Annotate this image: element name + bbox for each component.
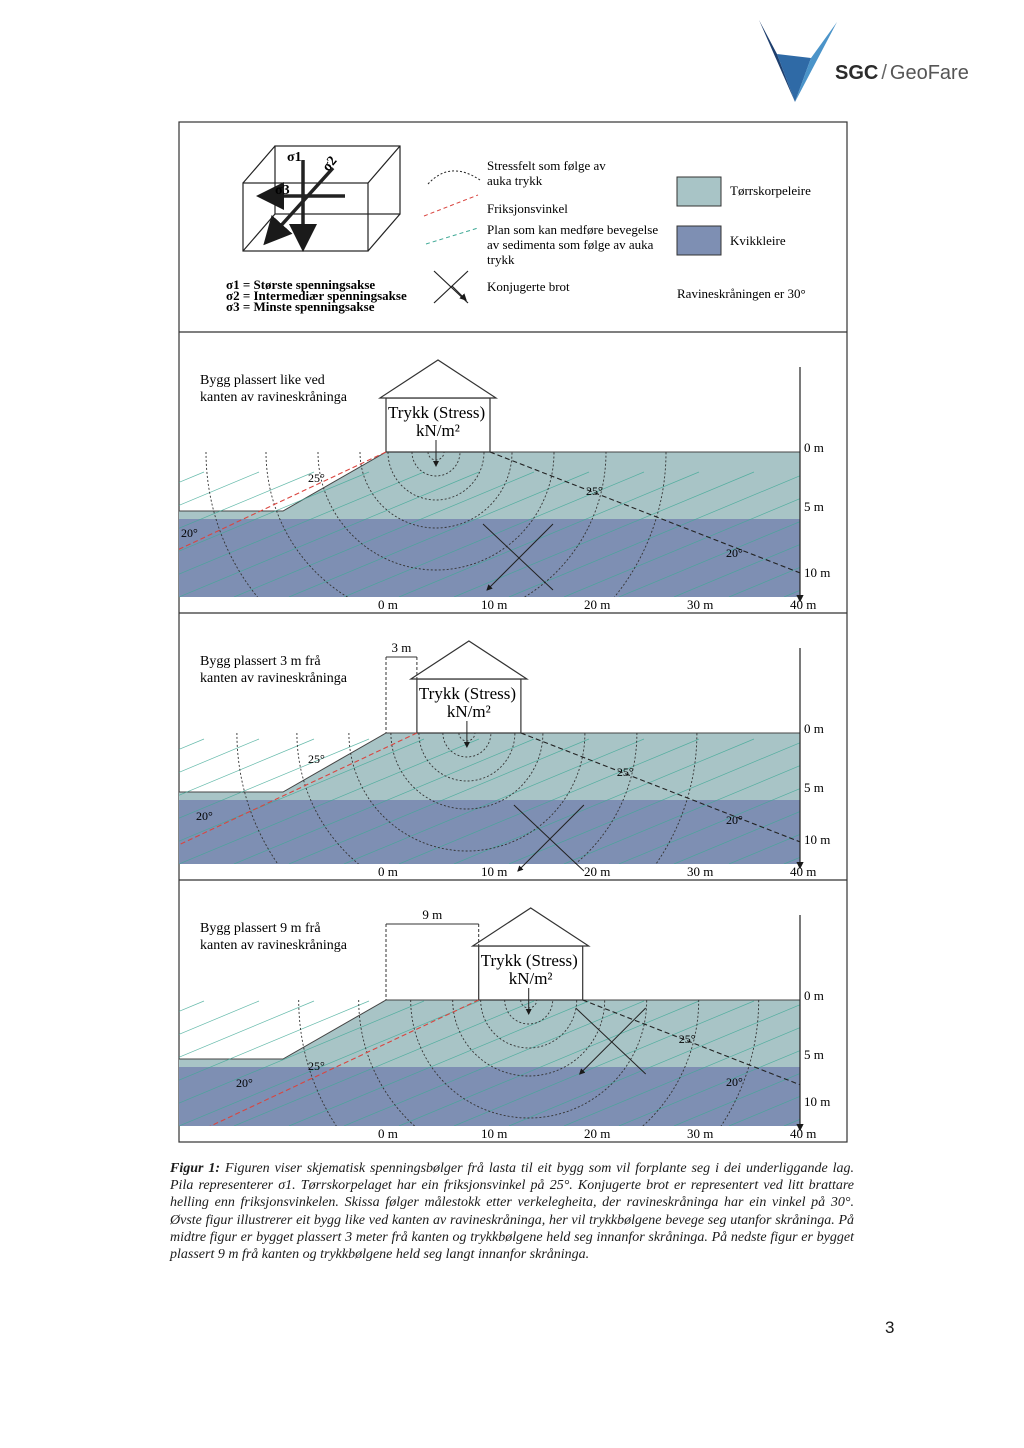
panel-title-line1: Bygg plassert 9 m frå — [200, 921, 321, 936]
legend-movement-2: av sedimenta som følge av auka — [487, 237, 654, 252]
distance-tick-label: 10 m — [481, 1126, 508, 1141]
angle-label-friction-right: 25° — [586, 484, 603, 498]
panel-title-line1: Bygg plassert like ved — [200, 373, 325, 388]
brand-name: SGC — [835, 62, 879, 84]
panel-title-line2: kanten av ravineskråninga — [200, 390, 347, 405]
panel-3 — [0, 907, 1024, 1160]
depth-tick-label: 10 m — [804, 565, 831, 580]
distance-tick-label: 0 m — [378, 864, 398, 879]
angle-label-friction-left: 25° — [308, 1059, 325, 1073]
depth-tick-label: 5 m — [804, 780, 824, 795]
distance-tick-label: 20 m — [584, 597, 611, 612]
caption-text: Figuren viser skjematisk spenningsbølger frå lasta til eit bygg som vil forplante seg i dei underliggande lag. Pila representerer σ1. Tørrskorpelaget har ein friksjonsvinkel på 25°. Konjugerte brot er representert ved litt brattare helling enn friksjonsvinkelen. Skissa følger målestokk etter verkelegheita, der ravineskråninga har ein vinkel på 30°. Øvste figur illustrerer eit bygg like ved kanten av ravineskråninga, her vil trykkbølgene bevege seg utanfor skråninga. På midtre figur er bygget plassert 3 meter frå kanten og trykkbølgene held seg innanfor skråninga. På nedste figur er bygget plassert 9 m frå kanten og trykkbølgene held seg langt innanfor skråninga. — [170, 1161, 855, 1263]
angle-label-clay-left: 20° — [196, 809, 213, 823]
distance-tick-label: 0 m — [378, 1126, 398, 1141]
house-label-stress: Trykk (Stress) — [388, 403, 486, 422]
angle-label-clay-right: 20° — [726, 1075, 743, 1089]
legend-movement-1: Plan som kan medføre bevegelse — [487, 222, 659, 237]
distance-tick-label: 30 m — [687, 597, 714, 612]
panel-1 — [0, 360, 1024, 682]
sigma2-arrow — [268, 168, 333, 240]
house-label-unit: kN/m² — [416, 421, 460, 440]
angle-label-clay-left: 20° — [181, 526, 198, 540]
distance-tick-label: 40 m — [790, 1126, 817, 1141]
distance-tick-label: 30 m — [687, 1126, 714, 1141]
distance-tick-label: 20 m — [584, 1126, 611, 1141]
angle-label-clay-right: 20° — [726, 813, 743, 827]
axis-legend-1: σ1 = Største spenningsakse — [226, 277, 376, 292]
quick-clay-layer — [179, 800, 800, 864]
brand-sub-name: GeoFare — [889, 62, 969, 84]
house-label-unit: kN/m² — [446, 702, 491, 721]
panel-title-line2: kanten av ravineskråninga — [200, 938, 347, 953]
caption-label: Figur 1: — [170, 1161, 221, 1176]
distance-tick-label: 10 m — [481, 864, 508, 879]
distance-tick-label: 30 m — [687, 864, 714, 879]
depth-tick-label: 0 m — [804, 988, 824, 1003]
dry-crust-layer — [179, 733, 800, 800]
axis-legend-2: σ2 = Intermediær spenningsakse — [226, 288, 407, 303]
sigma2-label: σ2 — [319, 153, 341, 175]
distance-tick-label: 40 m — [790, 864, 817, 879]
legend — [226, 146, 811, 314]
house-label-stress: Trykk (Stress) — [480, 951, 578, 970]
angle-label-friction-left: 25° — [308, 752, 325, 766]
offset-label: 9 m — [422, 907, 443, 922]
distance-tick-label: 10 m — [481, 597, 508, 612]
sigma3-label: σ3 — [275, 183, 290, 198]
house-roof — [411, 641, 527, 679]
distance-tick-label: 20 m — [584, 864, 611, 879]
panel-2 — [0, 640, 1024, 963]
legend-slope-note: Ravineskråningen er 30° — [677, 286, 806, 301]
movement-plane-line — [0, 1001, 204, 1126]
panel-title-line1: Bygg plassert 3 m frå — [200, 654, 321, 669]
panel-title-line2: kanten av ravineskråninga — [200, 671, 347, 686]
house-roof — [380, 360, 496, 398]
conjugate-fracture-icon — [434, 271, 468, 303]
movement-plane-line — [0, 472, 149, 597]
depth-tick-label: 0 m — [804, 721, 824, 736]
distance-tick-label: 0 m — [378, 597, 398, 612]
legend-dry-crust: Tørrskorpeleire — [730, 183, 811, 198]
movement-plane-symbol — [426, 228, 478, 244]
movement-plane-line — [0, 739, 149, 864]
depth-tick-label: 0 m — [804, 440, 824, 455]
house-label-stress: Trykk (Stress) — [418, 684, 517, 703]
angle-label-friction-right: 25° — [616, 765, 634, 779]
legend-friction-angle: Friksjonsvinkel — [487, 201, 568, 216]
dry-crust-layer — [179, 1000, 800, 1067]
quick-clay-swatch — [677, 226, 721, 255]
legend-stress-field-2: auka trykk — [487, 173, 543, 188]
dry-crust-layer — [179, 452, 800, 519]
movement-plane-line — [0, 472, 204, 597]
angle-label-friction-left: 25° — [308, 471, 325, 485]
legend-conjugate: Konjugerte brot — [487, 279, 570, 294]
legend-quick-clay: Kvikkleire — [730, 233, 786, 248]
panels — [0, 360, 1024, 1160]
figure-caption — [170, 1160, 854, 1263]
depth-tick-label: 10 m — [804, 1094, 831, 1109]
axis-legend-3: σ3 = Minste spenningsakse — [226, 299, 375, 314]
angle-label-clay-left: 20° — [236, 1076, 253, 1090]
depth-tick-label: 5 m — [804, 499, 824, 514]
movement-plane-line — [0, 739, 204, 864]
offset-label: 3 m — [391, 640, 412, 655]
house-label-unit: kN/m² — [508, 969, 553, 988]
house-roof — [473, 908, 589, 946]
depth-tick-label: 5 m — [804, 1047, 824, 1062]
dry-crust-swatch — [677, 177, 721, 206]
brand-separator: / — [881, 62, 887, 84]
distance-tick-label: 40 m — [790, 597, 817, 612]
legend-stress-field-1: Stressfelt som følge av — [487, 158, 606, 173]
angle-label-clay-right: 20° — [726, 546, 743, 560]
page-number: 3 — [885, 1318, 895, 1337]
stress-field-symbol — [428, 171, 480, 184]
depth-tick-label: 10 m — [804, 832, 831, 847]
movement-plane-line — [0, 1001, 149, 1126]
friction-angle-symbol — [424, 195, 478, 216]
sigma1-label: σ1 — [287, 150, 302, 165]
angle-label-friction-right: 25° — [678, 1032, 696, 1046]
legend-movement-3: trykk — [487, 252, 515, 267]
